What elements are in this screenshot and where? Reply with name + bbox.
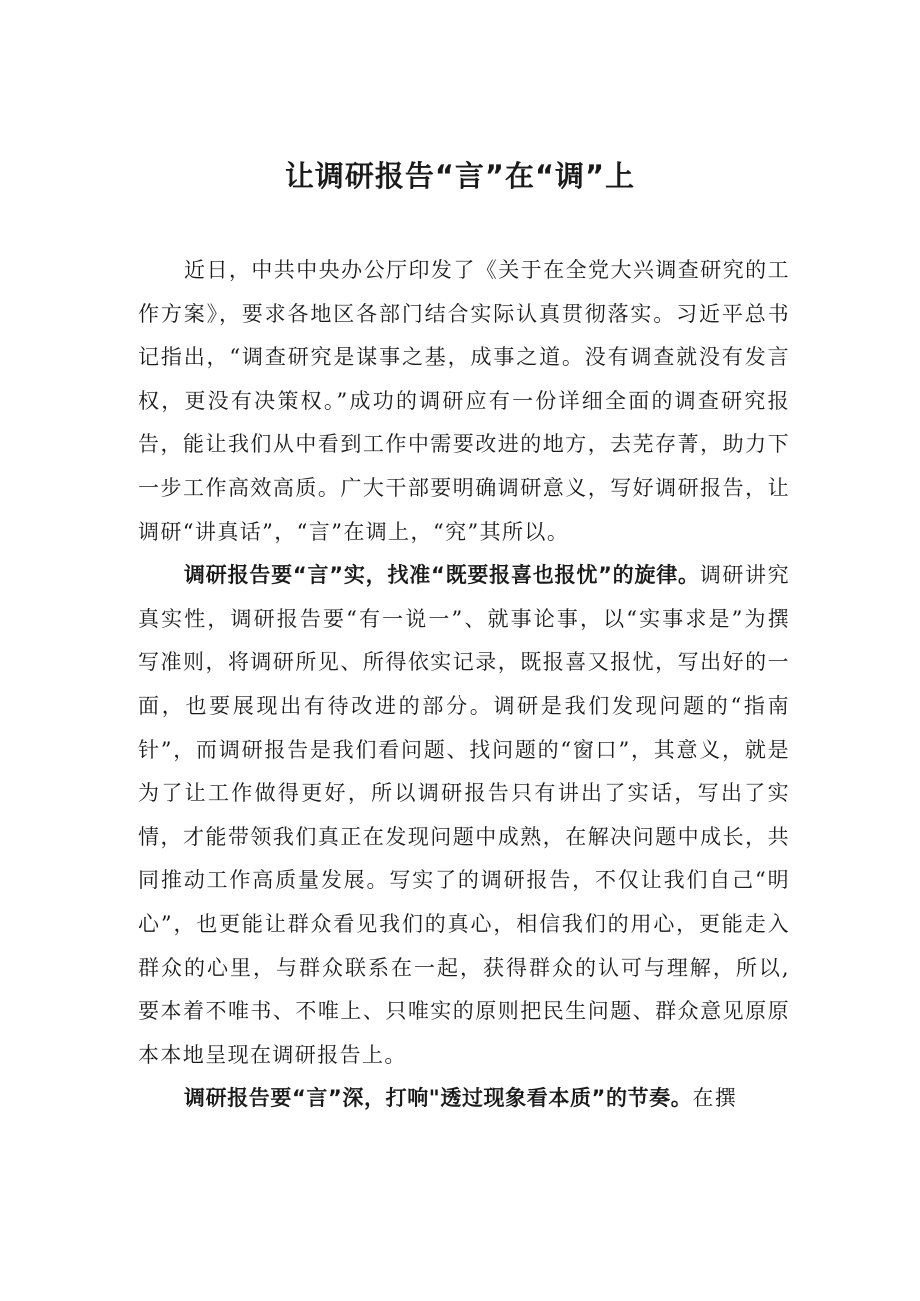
paragraph-section-depth [138, 1077, 790, 1121]
document-body [138, 249, 790, 1121]
paragraph-text: 调研讲究真实性，调研报告要“有一说一”、就事论事，以“实事求是”为撰写准则，将调研所见、所得依实记录，既报喜又报忧，写出好的一面，也要展现出有待改进的部分。调研是我们发现问题的“指南针”，而调研报告是我们看问题、找问题的“窗口”，其意义，就是为了让工作做得更好，所以调研报告只有讲出了实话，写出了实情，才能带领我们真正在发现问题中成熟，在解决问题中成长，共同推动工作高质量发展。写实了的调研报告，不仅让我们自己“明心”，也更能让群众看见我们的真心，相信我们的用心，更能走入群众的心里，与群众联系在一起，获得群众的认可与理解，所以,要本着不唯书、不唯上、只唯实的原则把民生问题、群众意见原原本本地呈现在调研报告上。 [138, 563, 790, 1067]
section-heading: 调研报告要“言”深，打响"透过现象看本质”的节奏。 [184, 1086, 693, 1111]
paragraph-intro [138, 249, 790, 554]
paragraph-section-truthful [138, 554, 790, 1077]
paragraph-text: 近日，中共中央办公厅印发了《关于在全党大兴调查研究的工作方案》，要求各地区各部门结合实际认真贯彻落实。习近平总书记指出，“调查研究是谋事之基，成事之道。没有调查就没有发言权，更没有决策权。”成功的调研应有一份详细全面的调查研究报告，能让我们从中看到工作中需要改进的地方，去芜存菁，助力下一步工作高效高质。广大干部要明确调研意义，写好调研报告，让调研“讲真话”，“言”在调上，“究”其所以。 [138, 258, 790, 544]
section-heading: 调研报告要“言”实，找准“既要报喜也报忧”的旋律。 [184, 563, 700, 588]
document-title: 让调研报告“言”在“调”上 [284, 159, 636, 193]
paragraph-text: 在撰 [692, 1086, 738, 1111]
